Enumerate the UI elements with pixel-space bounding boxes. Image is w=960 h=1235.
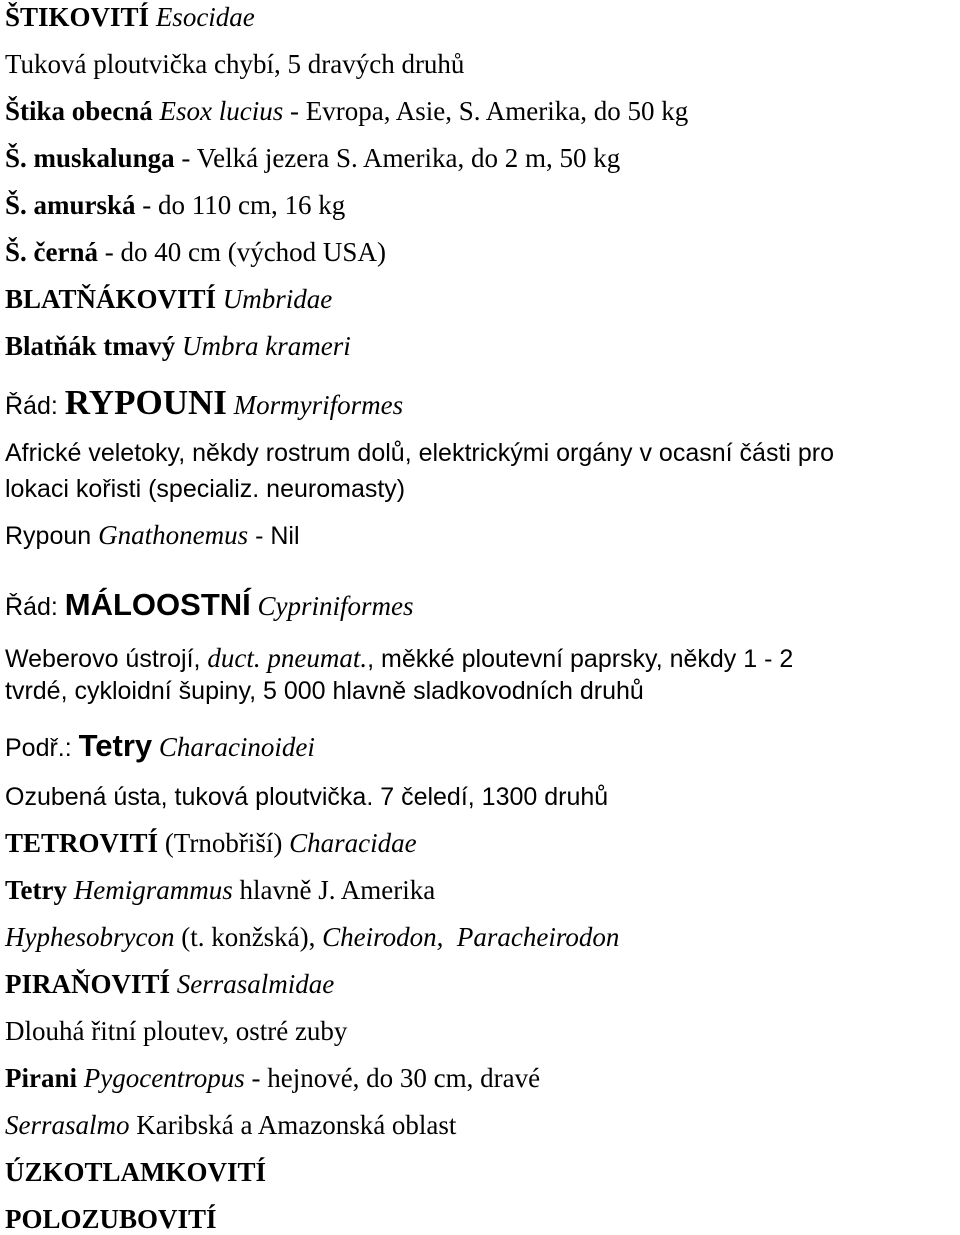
text: - Nil (248, 522, 300, 550)
order-heading-cypriniformes (5, 587, 414, 623)
family-name: POLOZUBOVITÍ (5, 1204, 217, 1234)
family-name: TETROVITÍ (5, 828, 159, 858)
latin-name: Characidae (289, 828, 417, 858)
family-heading-esocidae (5, 2, 255, 33)
text: Weberovo ústrojí, (5, 645, 208, 673)
text: - hejnové, do 30 cm, dravé (244, 1063, 541, 1093)
latin-name: Characinoidei (152, 732, 315, 762)
text: - Evropa, Asie, S. Amerika, do 50 kg (283, 96, 689, 126)
text: (Trnobřiší) (158, 828, 290, 858)
order-name: RYPOUNI (64, 383, 227, 422)
family-name: PIRAŇOVITÍ (5, 969, 171, 999)
family-heading-characidae (5, 828, 417, 859)
species-line-blatnak (5, 331, 351, 362)
species-name: Pirani (5, 1063, 77, 1093)
order-heading-mormyriformes (5, 383, 403, 423)
suborder-name: Tetry (78, 728, 153, 763)
family-heading-polozuboviti (5, 1204, 217, 1235)
species-name: Š. amurská (5, 190, 136, 220)
family-name: ŠTIKOVITÍ (5, 2, 150, 32)
text: - do 110 cm, 16 kg (135, 190, 346, 220)
latin-name: Cheirodon, (322, 922, 444, 952)
text: - Velká jezera S. Amerika, do 2 m, 50 kg (174, 143, 621, 173)
text: (t. konžská), (174, 922, 323, 952)
species-name: Š. muskalunga (5, 143, 175, 173)
species-line-hyphesobrycon (5, 922, 619, 953)
species-name: Blatňák tmavý (5, 331, 176, 361)
species-name: Štika obecná (5, 96, 153, 126)
latin-name: Hemigrammus (67, 875, 233, 905)
text: Ozubená ústa, tuková ploutvička. 7 čeledí, 1300 druhů (5, 783, 609, 811)
text: lokaci kořisti (specializ. neuromasty) (5, 475, 406, 503)
latin-name: Serrasalmidae (170, 969, 335, 999)
text: Tuková ploutvička chybí, 5 dravých druhů (5, 49, 465, 79)
family-name: ÚZKOTLAMKOVITÍ (5, 1157, 267, 1187)
species-line-tetry (5, 875, 435, 906)
species-line-stika-obecna (5, 96, 688, 127)
latin-name: Pygocentropus (77, 1063, 245, 1093)
order-name: MÁLOOSTNÍ (64, 587, 251, 622)
species-line-cerna (5, 237, 386, 268)
latin-name: Mormyriformes (226, 390, 404, 420)
order-label: Řád: (5, 593, 65, 621)
latin-name: Esox lucius (152, 96, 284, 126)
text: hlavně J. Amerika (232, 875, 436, 905)
species-line-serrasalmo (5, 1110, 456, 1141)
latin-name: Serrasalmo (5, 1110, 130, 1140)
text: Africké veletoky, někdy rostrum dolů, elektrickými orgány v ocasní části pro (5, 439, 835, 467)
text: tvrdé, cykloidní šupiny, 5 000 hlavně sladkovodních druhů (5, 677, 644, 705)
family-heading-serrasalmidae (5, 969, 334, 1000)
description-line (5, 677, 644, 706)
description-line (5, 783, 608, 812)
family-heading-uzkotlamkoviti (5, 1157, 266, 1188)
species-name: Tetry (5, 875, 67, 905)
text: - do 40 cm (východ USA) (97, 237, 386, 267)
description-line (5, 439, 834, 468)
latin-name: Umbra krameri (175, 331, 351, 361)
description-line (5, 475, 405, 504)
order-label: Řád: (5, 392, 65, 420)
latin-name: Cypriniformes (250, 591, 414, 621)
text: , měkké ploutevní paprsky, někdy 1 - 2 (367, 645, 794, 673)
latin-name: Esocidae (149, 2, 255, 32)
latin-name: Gnathonemus (98, 520, 249, 550)
species-line-rypoun (5, 520, 300, 551)
species-line-pirani (5, 1063, 540, 1094)
description-line (5, 1016, 347, 1047)
suborder-label: Podř.: (5, 734, 79, 762)
latin-name: Hyphesobrycon (5, 922, 175, 952)
latin-term: duct. pneumat. (207, 643, 368, 673)
description-line (5, 643, 793, 674)
latin-name: Paracheirodon (443, 922, 620, 952)
description-line (5, 49, 464, 80)
species-line-amurska (5, 190, 345, 221)
text: Karibská a Amazonská oblast (129, 1110, 457, 1140)
species-name: Rypoun (5, 522, 99, 550)
family-name: BLATŇÁKOVITÍ (5, 284, 217, 314)
family-heading-umbridae (5, 284, 332, 315)
latin-name: Umbridae (216, 284, 333, 314)
species-line-muskalunga (5, 143, 620, 174)
suborder-heading-characinoidei (5, 728, 315, 764)
text: Dlouhá řitní ploutev, ostré zuby (5, 1016, 348, 1046)
species-name: Š. černá (5, 237, 98, 267)
